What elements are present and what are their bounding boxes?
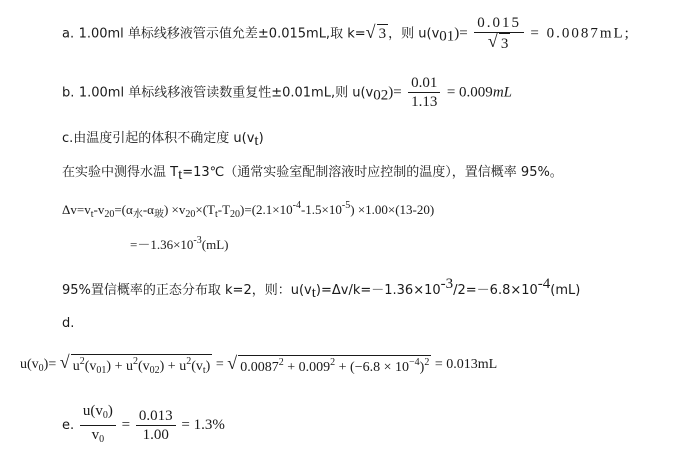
- line-c-delta-v-result: $=-1.36\times 10^{-3}(mL)$: [130, 235, 229, 252]
- line-d-sqrt-symbolic: √ $u^2(v_{01}) + u^2(v_{02}) + u^2(v_t)$: [59, 352, 211, 376]
- line-c: c.由温度引起的体积不确定度 $u(v_t)$: [62, 131, 264, 149]
- line-b-result: = 0.009: [446, 84, 493, 101]
- line-a: a. 1.00ml 单标线移液管示值允差±0.015mL,取 k= √ 3 ，则 $u(v_{01})=$ 0.015 √ 3 = 0.0087mL;: [62, 15, 631, 52]
- line-d-equation: $u(v_0)=$ √ $u^2(v_{01}) + u^2(v_{02}) + u^2(v_t)$ = √ $0.0087^2 + 0.009^2 + (-6.8 \times 10^{-4})^2 = 0.013mL$: [20, 352, 498, 376]
- line-a-fraction: 0.015 √ 3: [474, 14, 524, 53]
- line-a-then: ，则 u(v: [388, 26, 440, 42]
- line-d-sqrt-numeric: √ $0.0087^2 + 0.009^2 + (-6.8 \times 10^{-4})^2$: [227, 352, 430, 375]
- line-e-fraction-numeric: $\frac{0.013}{1.00}$: [136, 407, 176, 444]
- line-d-result: = 0.013mL: [434, 357, 498, 373]
- line-a-label: a.: [62, 26, 75, 42]
- line-c-k-equation: 95%置信概率的正态分布取 k=2，则：$u(v_t)=\Delta v/k=-1.36\times 10^{-3}/2=-6.8\times 10^{-4}(mL)$: [62, 276, 581, 301]
- line-e-fraction-symbolic: $\frac{u(v_0)}{v_0}$: [80, 402, 116, 449]
- line-e-result: = 1.3%: [181, 416, 225, 433]
- line-a-result: = 0.0087mL;: [530, 25, 631, 42]
- line-c-conditions: 在实验中测得水温 $T_t=13℃$（通常实验室配制溶液时应控制的温度），置信概率 95%。: [62, 165, 563, 183]
- line-b-label: b.: [62, 85, 75, 101]
- line-d-label: d.: [62, 316, 75, 331]
- line-b: b. 1.00ml 单标线移液管读数重复性±0.01mL,则 $u(v_{02})=$ $\frac{0.01}{1.13}$ = 0.009mL: [62, 75, 512, 110]
- line-e-label: e.: [62, 417, 75, 433]
- line-a-k-sqrt: √ 3: [365, 22, 387, 42]
- line-a-sub: 01: [439, 28, 455, 45]
- line-b-text: 1.00ml 单标线移液管读数重复性±0.01mL,则 u(v: [78, 85, 374, 101]
- line-c-delta-v-equation: $\Delta v=v_t-v_{20}=(\alpha_水-\alpha_玻) \times v_{20}\times(T_t-T_{20})=(2.1\times 10^{-4}-1.5\times 10^{-5}) \times 1.00\times(13-20)$: [62, 200, 435, 220]
- line-a-text: 1.00ml 单标线移液管示值允差±0.015mL,取 k=: [78, 26, 366, 42]
- line-e: e. $\frac{u(v_0)}{v_0}$ = $\frac{0.013}{1.00}$ = 1.3%: [62, 402, 225, 449]
- line-c-label: c.: [62, 131, 74, 146]
- line-b-fraction: $\frac{0.01}{1.13}$: [408, 74, 440, 111]
